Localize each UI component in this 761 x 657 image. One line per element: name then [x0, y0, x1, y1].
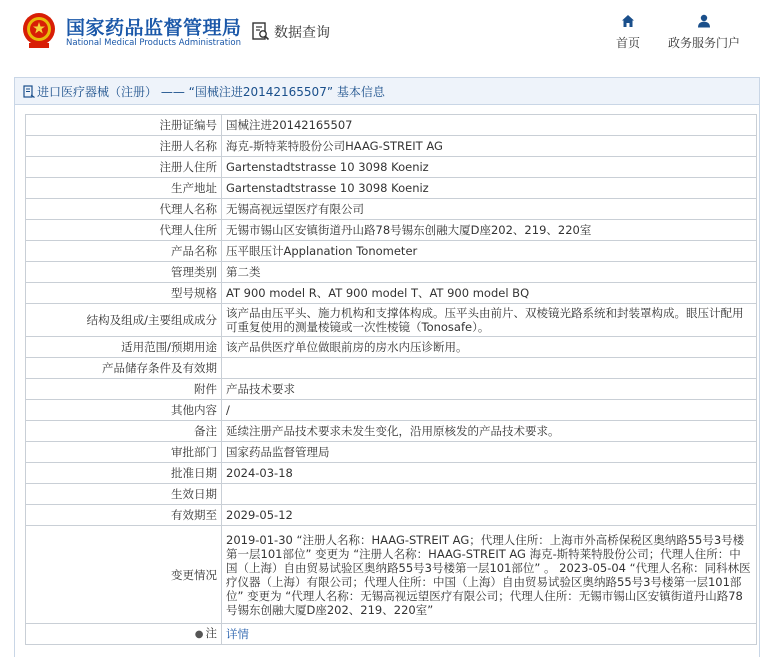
row-label: 产品储存条件及有效期	[26, 358, 222, 379]
row-label: 代理人住所	[26, 220, 222, 241]
document-search-icon	[252, 22, 270, 42]
table-row	[26, 220, 757, 241]
row-label: 型号规格	[26, 283, 222, 304]
table-row	[26, 484, 757, 505]
row-value: /	[222, 400, 757, 421]
row-label: 生效日期	[26, 484, 222, 505]
table-row	[26, 358, 757, 379]
row-value: 国家药品监督管理局	[222, 442, 757, 463]
table-row	[26, 136, 757, 157]
row-value	[222, 624, 757, 645]
table-row	[26, 337, 757, 358]
nav-service-label: 政务服务门户	[667, 36, 740, 50]
detail-panel	[14, 77, 760, 657]
nav-home-label: 首页	[615, 36, 640, 50]
nav-service-portal[interactable]	[664, 14, 744, 51]
row-label: 注册人名称	[26, 136, 222, 157]
table-row	[26, 304, 757, 337]
row-value: 海克-斯特莱特股份公司HAAG-STREIT AG	[222, 136, 757, 157]
table-row	[26, 400, 757, 421]
row-value: 该产品供医疗单位做眼前房的房水内压诊断用。	[222, 337, 757, 358]
registration-info-table	[25, 114, 757, 645]
data-query-label: 数据查询	[274, 25, 330, 41]
table-row	[26, 463, 757, 484]
row-value: 2029-05-12	[222, 505, 757, 526]
row-label: 其他内容	[26, 400, 222, 421]
row-label: 变更情况	[26, 526, 222, 624]
table-row	[26, 442, 757, 463]
logo-chinese-name[interactable]: 国家药品监督管理局	[66, 17, 242, 39]
table-row	[26, 421, 757, 442]
row-label: 产品名称	[26, 241, 222, 262]
table-row	[26, 379, 757, 400]
row-label: 批准日期	[26, 463, 222, 484]
row-label: 生产地址	[26, 178, 222, 199]
table-row	[26, 199, 757, 220]
user-icon	[697, 14, 711, 28]
row-value: 2019-01-30 “注册人名称：HAAG-STREIT AG；代理人住所：上海市外高桥保税区奥纳路55号3号楼第一层101部位” 变更为 “注册人名称：HAAG-STREIT AG 海克-斯特莱特股份公司；代理人住所：中国（上海）自由贸易试验区奥纳路55号3号楼第一层101部位” 。 2023-05-04 “代理人名称：同科林医疗仪器（上海）有限公司；代理人住所：中国（上海）自由贸易试验区奥纳路55号3号楼第一层101部位” 变更为 “代理人名称：无锡高视远望医疗有限公司；代理人住所：无锡市锡山区安镇街道丹山路78号锡东创融大厦D座202、219、220室”	[222, 526, 757, 624]
row-label: 审批部门	[26, 442, 222, 463]
row-value: 压平眼压计Applanation Tonometer	[222, 241, 757, 262]
table-row	[26, 178, 757, 199]
row-value: 无锡市锡山区安镇街道丹山路78号锡东创融大厦D座202、219、220室	[222, 220, 757, 241]
table-row	[26, 262, 757, 283]
table-row	[26, 115, 757, 136]
row-value: AT 900 model R、AT 900 model T、AT 900 model BQ	[222, 283, 757, 304]
panel-title: 进口医疗器械（注册） —— “国械注进20142165507” 基本信息	[37, 84, 385, 99]
document-icon	[23, 85, 35, 98]
nav-home[interactable]	[608, 14, 648, 51]
row-value: 第二类	[222, 262, 757, 283]
row-value	[222, 358, 757, 379]
row-value: 2024-03-18	[222, 463, 757, 484]
row-label: 注册证编号	[26, 115, 222, 136]
row-label: 注册人住所	[26, 157, 222, 178]
table-row	[26, 241, 757, 262]
row-value: 产品技术要求	[222, 379, 757, 400]
table-row	[26, 624, 757, 645]
row-label: 管理类别	[26, 262, 222, 283]
note-label-cell	[26, 624, 222, 645]
details-link[interactable]: 详情	[226, 627, 249, 641]
row-label: 备注	[26, 421, 222, 442]
table-row	[26, 505, 757, 526]
national-emblem-icon	[22, 12, 56, 50]
logo-english-name[interactable]: National Medical Products Administration	[66, 38, 241, 48]
row-label: 有效期至	[26, 505, 222, 526]
row-value: Gartenstadtstrasse 10 3098 Koeniz	[222, 157, 757, 178]
home-icon	[621, 14, 635, 28]
row-value	[222, 484, 757, 505]
table-row	[26, 526, 757, 624]
site-header	[0, 0, 761, 70]
row-value: 延续注册产品技术要求未发生变化，沿用原核发的产品技术要求。	[222, 421, 757, 442]
pin-icon: ●	[194, 629, 204, 640]
data-query-link[interactable]	[252, 20, 330, 44]
row-value: 无锡高视远望医疗有限公司	[222, 199, 757, 220]
row-label: 适用范围/预期用途	[26, 337, 222, 358]
row-label: 代理人名称	[26, 199, 222, 220]
row-value: Gartenstadtstrasse 10 3098 Koeniz	[222, 178, 757, 199]
row-value: 该产品由压平头、施力机构和支撑体构成。压平头由前片、双棱镜光路系统和封装罩构成。眼压计配用可重复使用的测量棱镜或一次性棱镜（Tonosafe）。	[222, 304, 757, 337]
row-label: 结构及组成/主要组成成分	[26, 304, 222, 337]
row-value: 国械注进20142165507	[222, 115, 757, 136]
table-row	[26, 157, 757, 178]
panel-title-bar	[15, 78, 759, 105]
table-row	[26, 283, 757, 304]
row-label: 附件	[26, 379, 222, 400]
row-label: 注	[205, 626, 217, 640]
